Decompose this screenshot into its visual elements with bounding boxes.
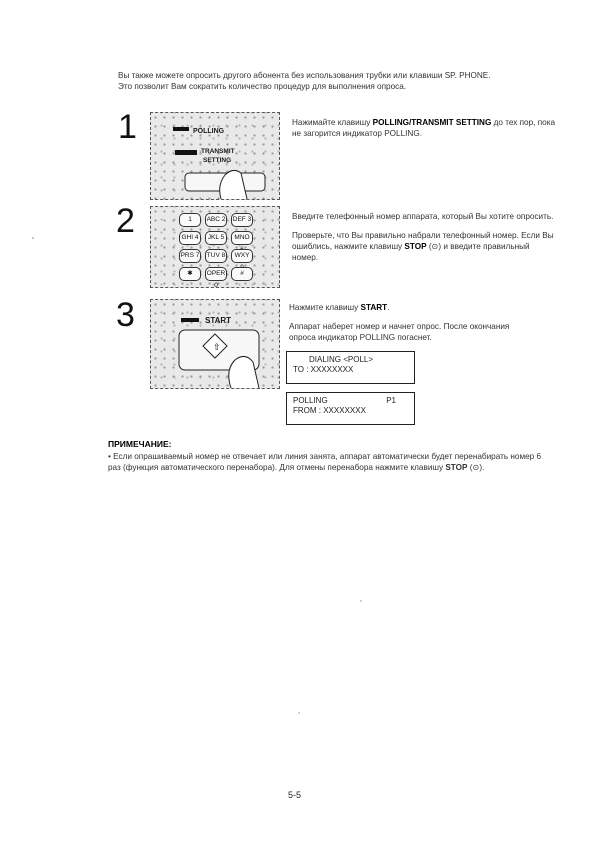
- keypad-key-hash: #: [231, 267, 253, 281]
- transmit-key-icon: [175, 150, 197, 155]
- polling-transmit-key-name: POLLING/TRANSMIT SETTING: [372, 118, 492, 127]
- step-1-instruction: [292, 117, 562, 139]
- step-2-panel: [150, 206, 280, 288]
- step-1-panel: [150, 112, 280, 200]
- note-stop-symbol: (⊙): [469, 463, 483, 472]
- lcd-polling-row-1: [293, 396, 408, 406]
- keypad-key-5: JKL 5: [205, 231, 227, 245]
- scan-dot-mark: [358, 598, 364, 604]
- keypad-key-4: GHI 4: [179, 231, 201, 245]
- step-2-instruction: [292, 211, 554, 263]
- scan-dot-mark: [296, 710, 302, 716]
- note-text-before: • Если опрашиваемый номер не отвечает или линия занята, аппарат автоматически будет перенабирать номер 6 раз (функция автоматического перенабора). Для отмены перенабора нажмите клавишу: [108, 452, 542, 472]
- step-3-instruction: [289, 302, 551, 343]
- start-arrow-icon: ⇧: [213, 342, 221, 352]
- keypad-key-7: PRS 7: [179, 249, 201, 263]
- note-stop-key-name: STOP: [445, 463, 468, 472]
- intro-line-1: Вы также можете опросить другого абонента без использования трубки или клавиши SP. PHONE.: [118, 71, 491, 80]
- setting-label: SETTING: [203, 157, 232, 164]
- keypad-key-star: ✱: [179, 267, 201, 281]
- lcd-dialing-row-2: TO : XXXXXXXX: [293, 365, 354, 374]
- lcd-display-polling: [286, 392, 415, 425]
- intro-line-2: Это позволит Вам сократить количество процедур для выполнения опроса.: [118, 82, 407, 91]
- stop-symbol: (⊙): [428, 242, 442, 251]
- keypad-key-3: DEF 3: [231, 213, 253, 227]
- note-title: ПРИМЕЧАНИЕ:: [108, 439, 172, 449]
- polling-label: POLLING: [193, 128, 225, 135]
- step-2-para-2-before: Проверьте, что Вы правильно набрали телефонный номер. Если Вы ошиблись, нажмите клавишу: [292, 231, 554, 251]
- step-1-panel-graphic: [151, 113, 279, 199]
- step-2-para-2-after: и введите правильный номер.: [292, 242, 530, 262]
- step-3-line-1-after: .: [387, 303, 390, 312]
- keypad-key-8: TUV 8: [205, 249, 227, 263]
- lcd-display-dialing: [286, 351, 415, 384]
- polling-indicator-icon: [173, 127, 189, 131]
- lcd-polling-row-2: FROM : XXXXXXXX: [293, 406, 366, 415]
- step-3-line-1-before: Нажмите клавишу: [289, 303, 361, 312]
- step-3-line-1: [289, 302, 551, 313]
- step-2-para-2: [292, 230, 554, 263]
- keypad-key-6: MNO: [231, 231, 253, 245]
- step-3-para-2: Аппарат наберет номер и начнет опрос. После окончания опроса индикатор POLLING погаснет.: [289, 322, 510, 342]
- page-number: 5-5: [288, 790, 302, 800]
- scan-dot-mark: [30, 235, 36, 241]
- keypad-key-1: 1: [179, 213, 201, 227]
- step-1-number: 1: [118, 108, 137, 146]
- intro-text: [118, 70, 538, 92]
- lcd-polling-status: POLLING: [293, 396, 328, 405]
- step-3-panel: [150, 299, 280, 389]
- step-1-text-before: Нажимайте клавишу: [292, 118, 373, 127]
- step-2-number: 2: [116, 202, 135, 240]
- lcd-dialing-row-1: DIALING <POLL>: [309, 355, 374, 364]
- stop-key-name: STOP: [404, 242, 427, 251]
- keypad-key-2: ABC 2: [205, 213, 227, 227]
- step-3-panel-graphic: [151, 300, 279, 388]
- step-1-text-after: до тех пор, пока не загорится индикатор POLLING.: [292, 118, 556, 138]
- start-indicator-icon: [181, 318, 199, 322]
- step-2-para-1: Введите телефонный номер аппарата, который Вы хотите опросить.: [292, 212, 554, 221]
- transmit-label: TRANSMIT: [201, 148, 235, 155]
- keypad-key-9: WXY: [231, 249, 253, 263]
- note-body: [108, 451, 556, 473]
- start-key-name: START: [360, 303, 388, 312]
- step-3-number: 3: [116, 296, 135, 334]
- note-text-after: .: [482, 463, 485, 472]
- lcd-polling-page: P1: [386, 396, 396, 405]
- keypad-key-0: OPER 0: [205, 267, 227, 281]
- start-label: START: [205, 316, 232, 325]
